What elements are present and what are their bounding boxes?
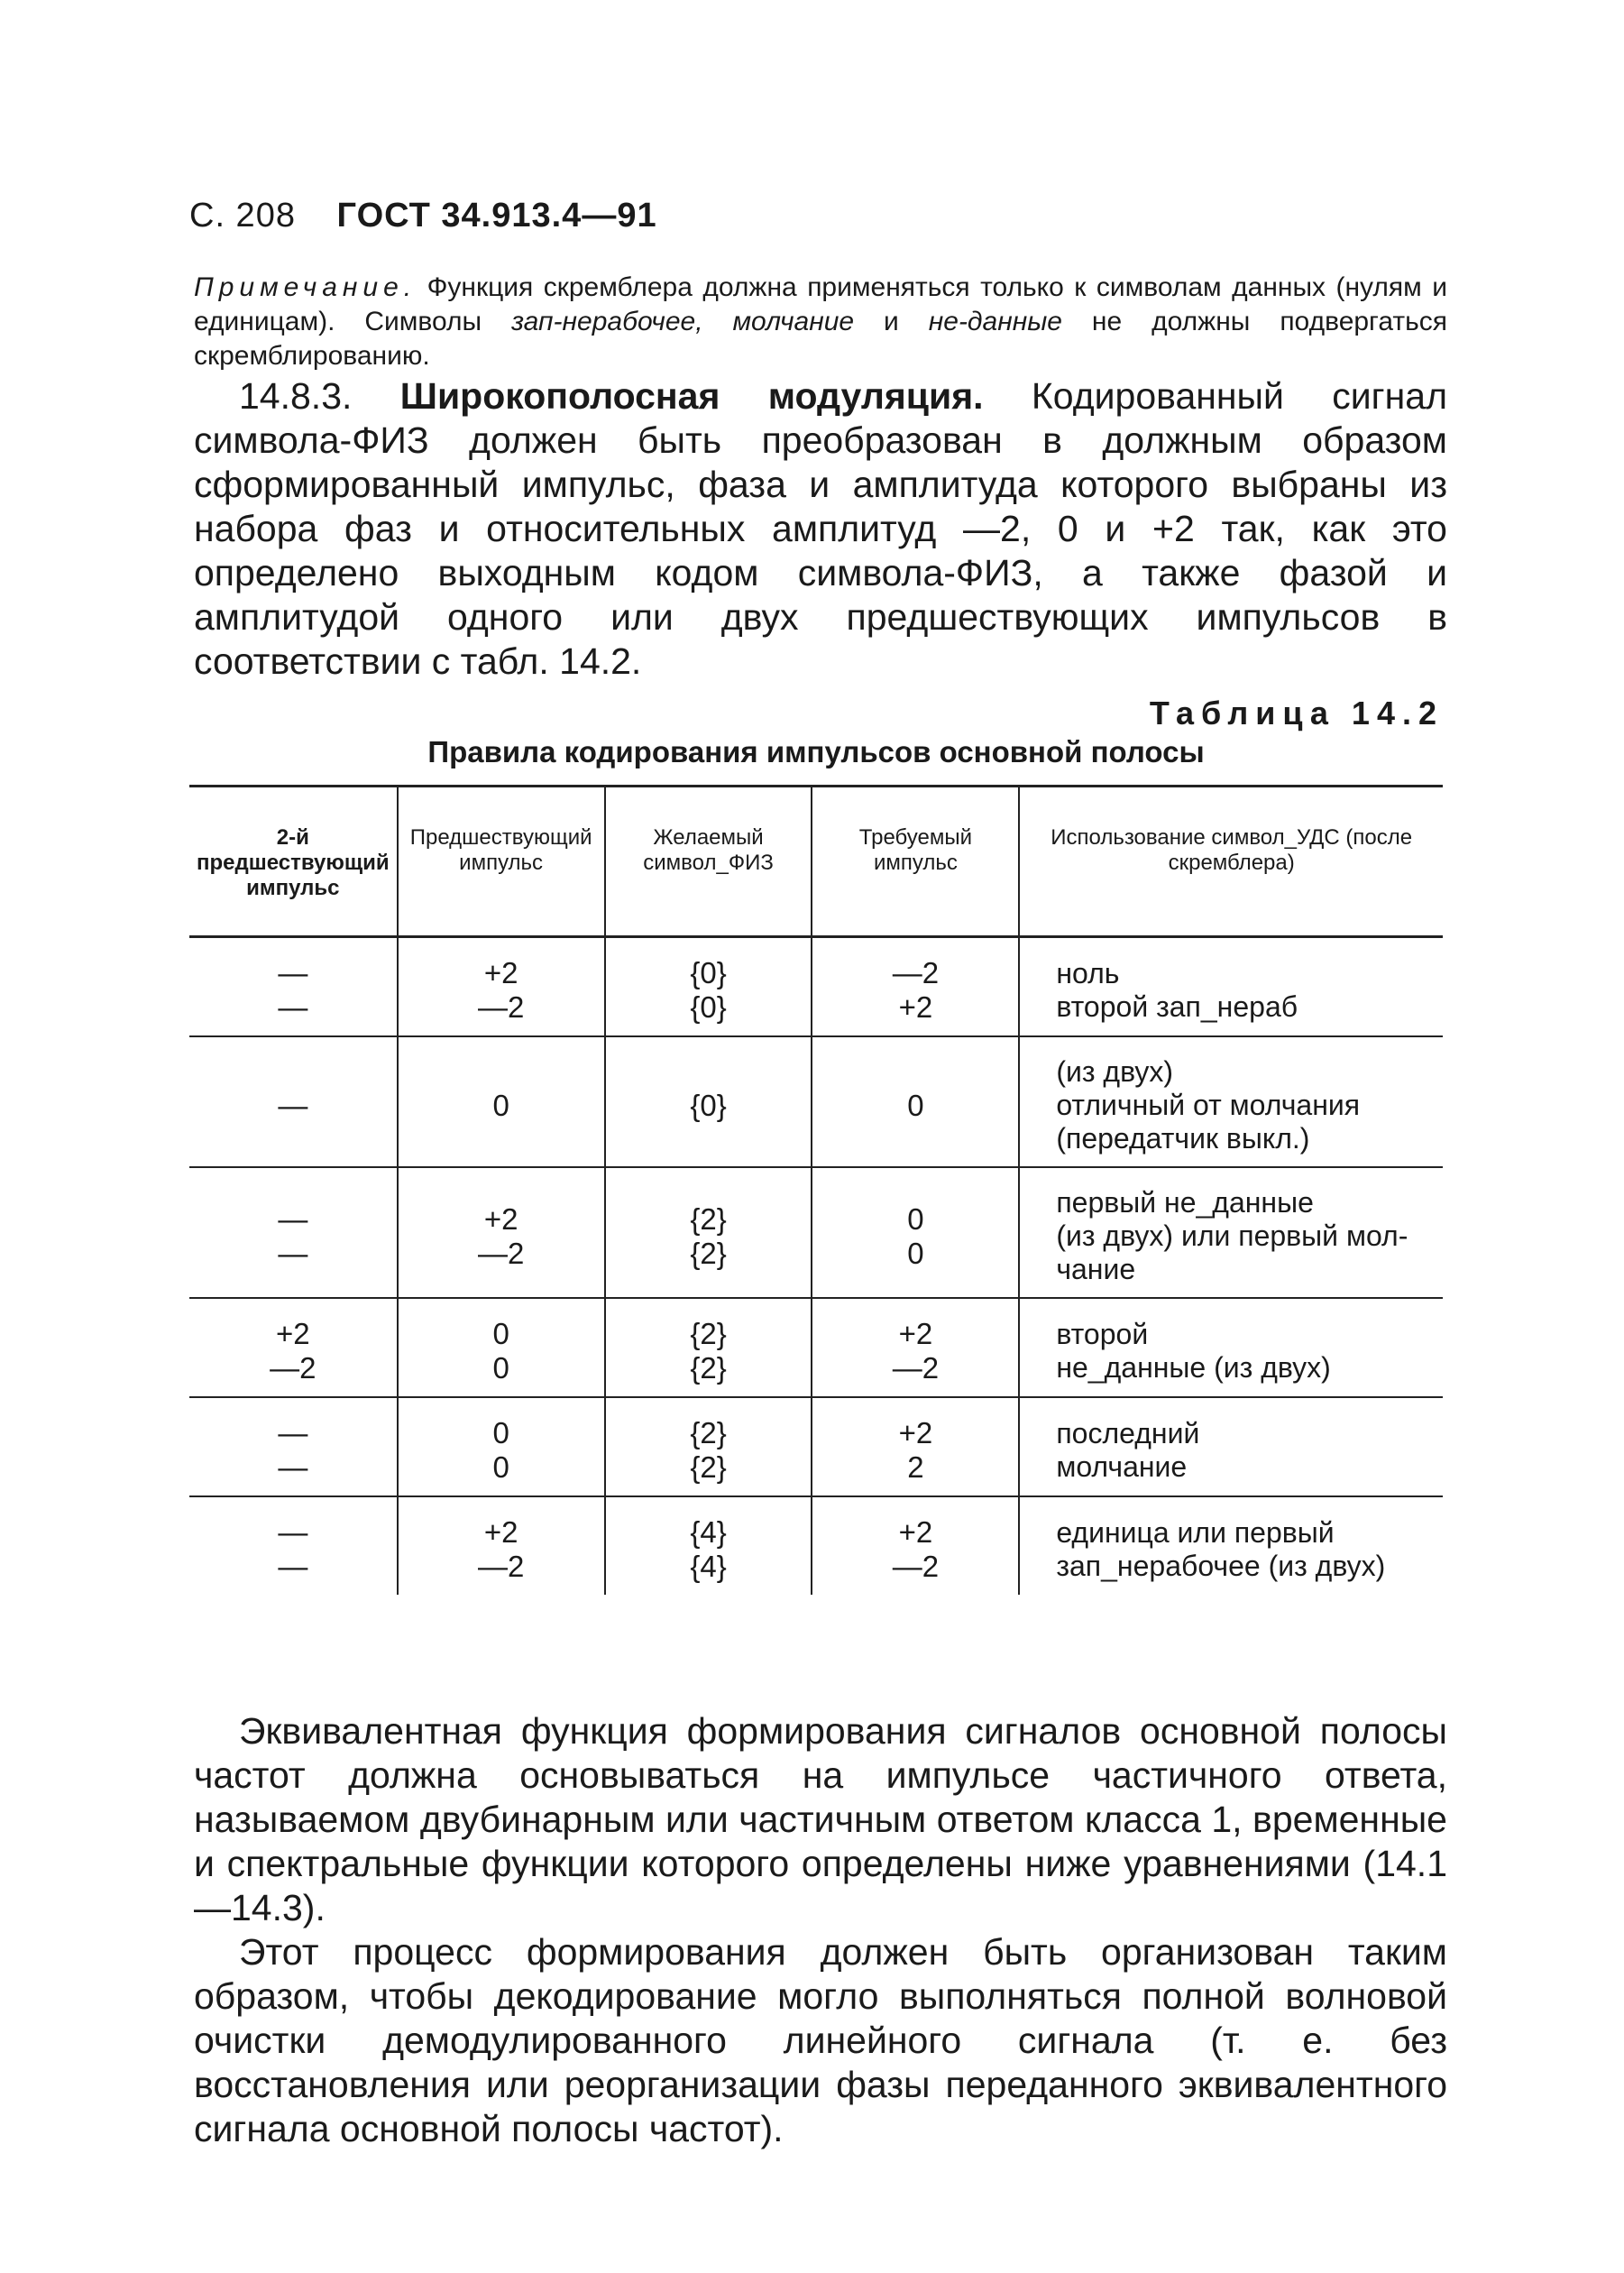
required-pulse-cell bbox=[812, 937, 1019, 1037]
required-pulse-cell bbox=[812, 1397, 1019, 1496]
previous-pulse-cell bbox=[398, 1298, 605, 1397]
standard-code: ГОСТ 34.913.4—91 bbox=[336, 197, 657, 235]
desired-symbol-cell bbox=[605, 1036, 812, 1167]
second-previous-pulse-cell bbox=[189, 937, 398, 1037]
cell-line: —2 bbox=[270, 1351, 317, 1385]
table-row bbox=[189, 1167, 1443, 1298]
second-previous-pulse-cell bbox=[189, 1298, 398, 1397]
required-pulse-cell bbox=[812, 1167, 1019, 1298]
usage-cell bbox=[1019, 1167, 1443, 1298]
cell-line: {2} bbox=[690, 1201, 727, 1236]
cell-line: второй зап_нераб bbox=[1056, 990, 1298, 1023]
cell-line: 0 bbox=[492, 1450, 509, 1484]
cell-line: ноль bbox=[1056, 957, 1120, 989]
header-symbol-usage: Использование символ_УДС (после скремблера) bbox=[1019, 787, 1443, 937]
cell-line: второй bbox=[1056, 1318, 1149, 1350]
required-pulse-cell bbox=[812, 1036, 1019, 1167]
cell-line: — bbox=[278, 1550, 308, 1583]
cell-line: (из двух) bbox=[1056, 1055, 1174, 1088]
desired-symbol-cell bbox=[605, 1167, 812, 1298]
note-italic-1: зап-нерабочее, молчание bbox=[511, 307, 855, 336]
cell-line: — bbox=[278, 990, 308, 1024]
cell-line: — bbox=[278, 1450, 308, 1484]
cell-line: —2 bbox=[477, 1550, 525, 1583]
paragraph-shaping-process bbox=[194, 1930, 1447, 2151]
cell-line: — bbox=[278, 1515, 308, 1549]
previous-pulse-cell bbox=[398, 1397, 605, 1496]
paragraph-equivalent-function bbox=[194, 1709, 1447, 1930]
desired-symbol-cell bbox=[605, 1397, 812, 1496]
section-number: 14.8.3. bbox=[239, 375, 353, 417]
cell-line: 0 bbox=[492, 1088, 509, 1122]
note-italic-2: не-данные bbox=[928, 307, 1062, 336]
cell-line: единица или первый bbox=[1056, 1516, 1335, 1549]
note-text-2: и bbox=[854, 307, 929, 336]
cell-line: 2 bbox=[907, 1450, 924, 1484]
cell-line: молчание bbox=[1056, 1450, 1188, 1483]
cell-line: 0 bbox=[492, 1416, 509, 1449]
cell-line: {0} bbox=[690, 990, 727, 1024]
previous-pulse-cell bbox=[398, 937, 605, 1037]
cell-line: 0 bbox=[492, 1351, 509, 1385]
second-previous-pulse-cell bbox=[189, 1397, 398, 1496]
cell-line: первый не_данные bbox=[1056, 1186, 1314, 1219]
cell-line: +2 bbox=[898, 1515, 933, 1549]
table-row bbox=[189, 1036, 1443, 1167]
header-previous-pulse: Предшествующий импульс bbox=[398, 787, 605, 937]
usage-cell bbox=[1019, 1496, 1443, 1595]
usage-cell bbox=[1019, 937, 1443, 1037]
usage-cell bbox=[1019, 1298, 1443, 1397]
cell-line: {4} bbox=[690, 1550, 727, 1583]
header-second-previous-pulse: 2-й предшествующий импульс bbox=[189, 787, 398, 937]
header-desired-symbol: Желаемый символ_ФИЗ bbox=[605, 787, 812, 937]
cell-line: {0} bbox=[690, 956, 727, 989]
cell-line: чание bbox=[1056, 1253, 1136, 1285]
section-text: Кодированный сигнал символа-ФИЗ должен быть преобразован в должным образом сформированный импульс, фаза и амплитуда которого выбраны из набора фаз и относительных амплитуд —2, 0 и +2 так, как это определено выходным кодом символа-ФИЗ, а также фазой и амплитудой одного или двух предшествующих импульсов в соответствии с табл. 14.2. bbox=[194, 375, 1447, 682]
cell-line: +2 bbox=[483, 956, 518, 989]
cell-line: — bbox=[278, 1416, 308, 1449]
cell-line: 0 bbox=[907, 1236, 924, 1270]
cell-line: (передатчик выкл.) bbox=[1056, 1122, 1310, 1155]
cell-line: {2} bbox=[690, 1236, 727, 1270]
previous-pulse-cell bbox=[398, 1036, 605, 1167]
second-previous-pulse-cell bbox=[189, 1167, 398, 1298]
cell-line: —2 bbox=[892, 1550, 940, 1583]
scrambler-note bbox=[194, 271, 1447, 373]
cell-line: — bbox=[278, 956, 308, 989]
cell-line: —2 bbox=[477, 990, 525, 1024]
cell-line: —2 bbox=[892, 1351, 940, 1385]
cell-line: —2 bbox=[892, 956, 940, 989]
cell-line: не_данные (из двух) bbox=[1056, 1351, 1331, 1384]
desired-symbol-cell bbox=[605, 1496, 812, 1595]
section-paragraph bbox=[194, 374, 1447, 684]
cell-line: +2 bbox=[898, 1317, 933, 1350]
cell-line: +2 bbox=[898, 1416, 933, 1449]
table-row bbox=[189, 937, 1443, 1037]
section-title: Широкополосная модуляция. bbox=[399, 375, 984, 417]
header-required-pulse: Требуемый импульс bbox=[812, 787, 1019, 937]
cell-line: {2} bbox=[690, 1351, 727, 1385]
previous-pulse-cell bbox=[398, 1167, 605, 1298]
cell-line: (из двух) или первый мол- bbox=[1056, 1219, 1408, 1252]
usage-cell bbox=[1019, 1397, 1443, 1496]
cell-line: 0 bbox=[492, 1317, 509, 1350]
cell-line: {4} bbox=[690, 1515, 727, 1549]
usage-cell bbox=[1019, 1036, 1443, 1167]
paragraph-1-text: Эквивалентная функция формирования сигналов основной полосы частот должна основываться на импульсе частичного ответа, называемом двубинарным или частичным ответом класса 1, временные и спектральные функции которого определены ниже уравнениями (14.1—14.3). bbox=[194, 1710, 1447, 1928]
paragraph-2-text: Этот процесс формирования должен быть организован таким образом, чтобы декодирование могло выполняться полной волновой очистки демодулированного линейного сигнала (т. е. без восстановления или реорганизации фазы переданного эквивалентного сигнала основной полосы частот). bbox=[194, 1931, 1447, 2149]
cell-line: — bbox=[278, 1088, 308, 1122]
cell-line: {2} bbox=[690, 1317, 727, 1350]
cell-line: {2} bbox=[690, 1416, 727, 1449]
cell-line: +2 bbox=[276, 1317, 310, 1350]
table-title: Правила кодирования импульсов основной полосы bbox=[427, 735, 1205, 768]
cell-line: {0} bbox=[690, 1088, 727, 1122]
table-row bbox=[189, 1397, 1443, 1496]
previous-pulse-cell bbox=[398, 1496, 605, 1595]
table-label: Таблица 14.2 bbox=[1149, 695, 1444, 732]
cell-line: +2 bbox=[483, 1515, 518, 1549]
cell-line: {2} bbox=[690, 1450, 727, 1484]
cell-line: +2 bbox=[898, 990, 933, 1024]
note-label: Примечание. bbox=[194, 272, 417, 302]
cell-line: последний bbox=[1056, 1417, 1200, 1449]
cell-line: 0 bbox=[907, 1088, 924, 1122]
desired-symbol-cell bbox=[605, 1298, 812, 1397]
page-header bbox=[189, 197, 657, 235]
table-row bbox=[189, 1298, 1443, 1397]
required-pulse-cell bbox=[812, 1298, 1019, 1397]
cell-line: — bbox=[278, 1201, 308, 1236]
second-previous-pulse-cell bbox=[189, 1036, 398, 1167]
note-text-1: Функция скремблера должна применяться только к символам данных (нулям и единицам). Символы bbox=[194, 272, 1447, 336]
cell-line: зап_нерабочее (из двух) bbox=[1056, 1550, 1386, 1582]
cell-line: — bbox=[278, 1236, 308, 1270]
desired-symbol-cell bbox=[605, 937, 812, 1037]
page-number: С. 208 bbox=[189, 197, 296, 235]
cell-line: отличный от молчания bbox=[1056, 1089, 1361, 1121]
table-header-row bbox=[189, 787, 1443, 937]
second-previous-pulse-cell bbox=[189, 1496, 398, 1595]
note-text-3: не должны подвергаться скремблированию. bbox=[194, 307, 1447, 371]
cell-line: 0 bbox=[907, 1201, 924, 1236]
cell-line: —2 bbox=[477, 1236, 525, 1270]
cell-line: +2 bbox=[483, 1201, 518, 1236]
required-pulse-cell bbox=[812, 1496, 1019, 1595]
coding-rules-table bbox=[189, 785, 1443, 1595]
table-row bbox=[189, 1496, 1443, 1595]
